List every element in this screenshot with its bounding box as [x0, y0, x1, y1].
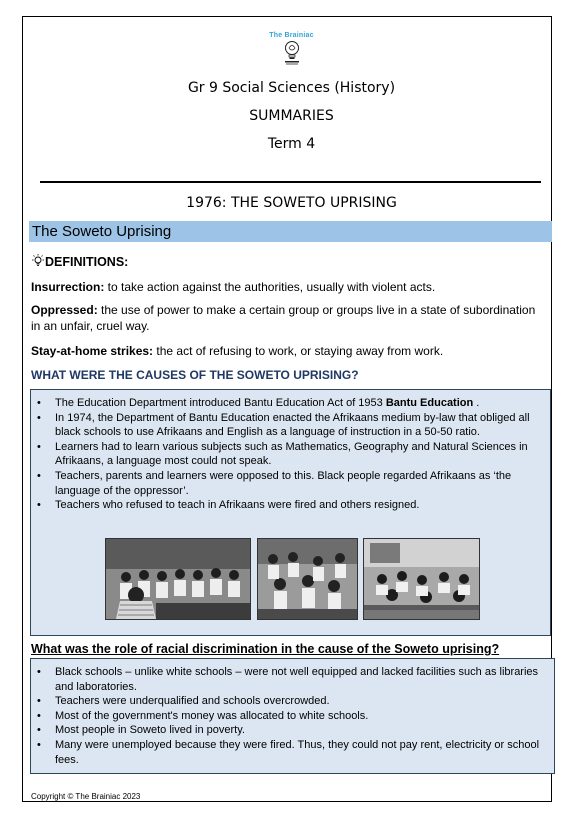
- summaries-title: SUMMARIES: [249, 108, 334, 124]
- definition-text: the act of refusing to work, or staying away from work.: [153, 344, 444, 358]
- definition-text: the use of power to make a certain group or groups live in a state of subordination in an unfair, cruel way.: [31, 303, 536, 333]
- list-item: • Black schools – unlike white schools – were not well equipped and lacked facilities such as libraries and laboratories.: [31, 665, 546, 694]
- section-title: The Soweto Uprising: [32, 223, 172, 240]
- definition-term: Oppressed:: [31, 303, 98, 317]
- list-item: • Most people in Soweto lived in poverty.: [31, 723, 546, 738]
- list-item: • Learners had to learn various subjects such as Mathematics, Geography and Natural Sciences in Afrikaans, a language most could not speak.: [31, 440, 542, 469]
- lightbulb-logo-icon: [283, 40, 301, 66]
- list-item: • The Education Department introduced Bantu Education Act of 1953 Bantu Education .: [31, 396, 542, 411]
- definition-term: Stay-at-home strikes:: [31, 344, 154, 358]
- definition-oppressed: [31, 302, 541, 334]
- definition-stay-at-home-strikes: [31, 343, 541, 359]
- causes-list: [31, 396, 550, 513]
- list-item: • Teachers were underqualified and schools overcrowded.: [31, 694, 546, 709]
- topic-title: 1976: THE SOWETO UPRISING: [186, 195, 397, 211]
- discrimination-heading: What was the role of racial discrimination in the cause of the Soweto uprising?: [31, 642, 500, 656]
- brainiac-logo: [0, 32, 583, 66]
- classroom-photo-1: [105, 538, 251, 620]
- list-item: • Teachers, parents and learners were opposed to this. Black people regarded Afrikaans as ‘the language of the oppressor’.: [31, 469, 542, 498]
- list-item: • Many were unemployed because they were fired. Thus, they could not pay rent, electricity or school fees.: [31, 738, 546, 767]
- header-divider: [40, 181, 541, 183]
- definitions-heading-text: DEFINITIONS:: [45, 255, 129, 269]
- discrimination-list: [31, 665, 554, 767]
- classroom-photo-2: [257, 538, 358, 620]
- lightbulb-icon: [31, 254, 45, 267]
- term-title: Term 4: [267, 136, 316, 152]
- definition-term: Insurrection:: [31, 280, 105, 294]
- definitions-heading: [31, 254, 128, 270]
- causes-heading: WHAT WERE THE CAUSES OF THE SOWETO UPRISING?: [31, 368, 359, 382]
- list-item: • Most of the government's money was allocated to white schools.: [31, 709, 546, 724]
- copyright-footer: Copyright © The Brainiac 2023: [31, 792, 141, 801]
- definition-insurrection: [31, 279, 541, 295]
- subject-title: Gr 9 Social Sciences (History): [187, 80, 396, 96]
- logo-text: The Brainiac: [269, 32, 314, 39]
- classroom-photo-3: [363, 538, 480, 620]
- discrimination-box: [30, 658, 555, 774]
- list-item: • In 1974, the Department of Bantu Education enacted the Afrikaans medium by-law that obliged all black schools to use Afrikaans and English as a language of instruction in a 50-50 ratio.: [31, 411, 542, 440]
- list-item: • Teachers who refused to teach in Afrikaans were fired and others resigned.: [31, 498, 542, 513]
- definition-text: to take action against the authorities, usually with violent acts.: [104, 280, 436, 294]
